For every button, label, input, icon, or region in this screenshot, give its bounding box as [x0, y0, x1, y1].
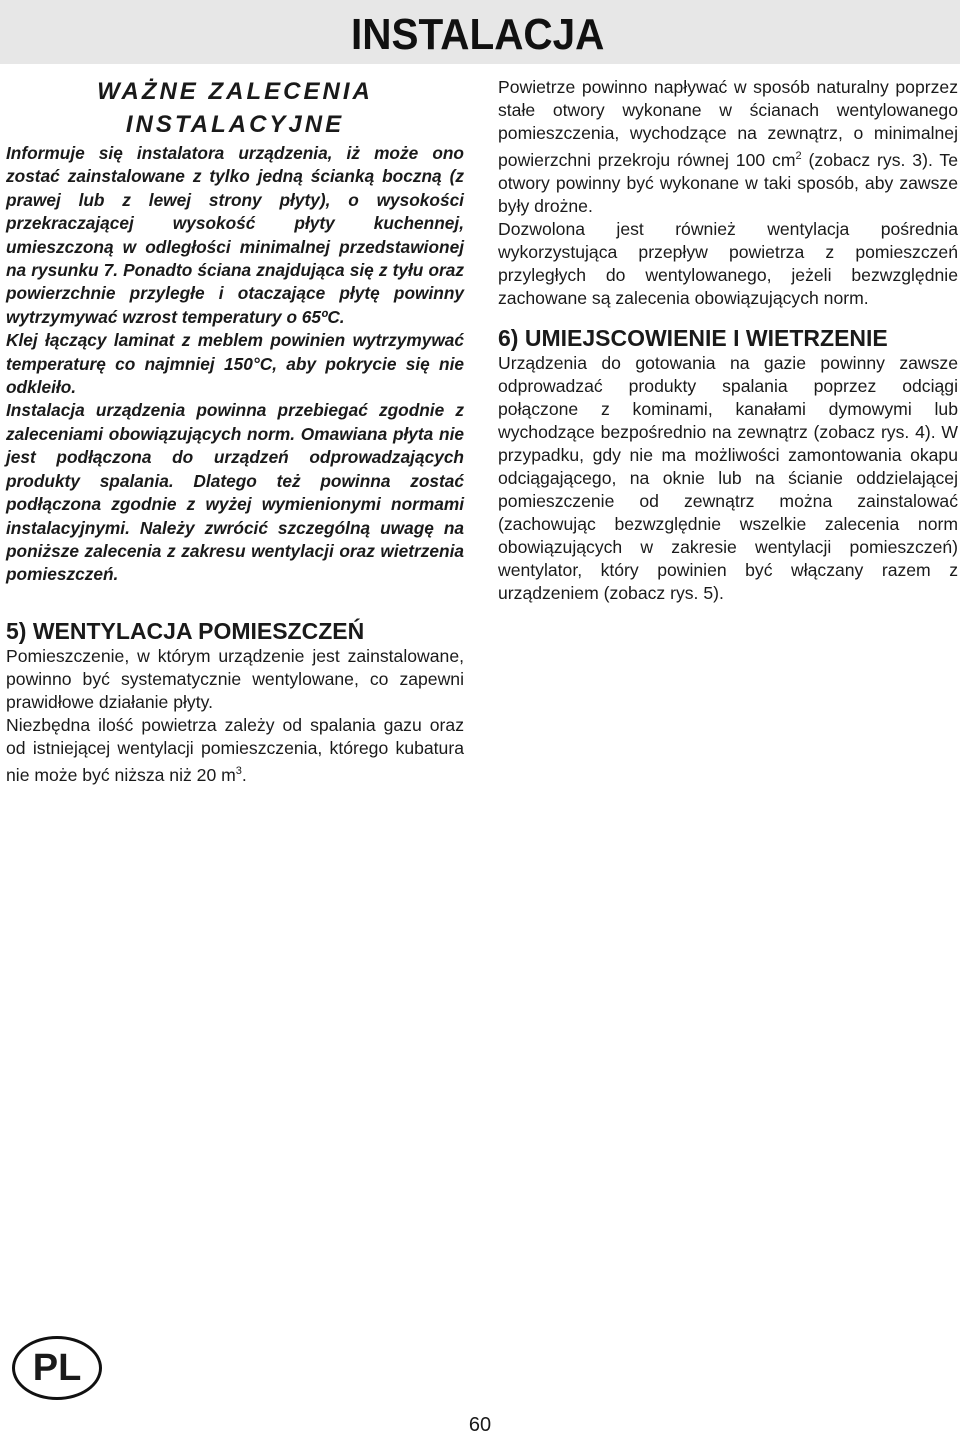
superscript: 2 — [795, 150, 802, 162]
warning-title-line2: INSTALACYJNE — [125, 111, 345, 138]
section-6-paragraph: Urządzenia do gotowania na gazie powinny zawsze odprowadzać produkty spalania poprzez odciągi połączone z kominami, kanałami dymowymi lub wychodzące bezpośrednio na zewnątrz (zobacz rys. 4). W przypadku, gdy nie ma możliwości zamontowania okapu odciągającego, na oknie lub na ścianie oddzielającej pomieszczenie od zewnątrz można zainstalować (zachowując bezwzględnie wszelkie zalecenia norm obowiązujących w zakresie wentylacji pomieszczeń) wentylator, który powinien być włączany razem z urządzeniem (zobacz rys. 5). — [498, 352, 958, 603]
section-5-paragraph — [6, 714, 464, 787]
warning-title-line1: WAŻNE ZALECENIA — [97, 78, 373, 105]
section-5-paragraph-end: . — [241, 764, 247, 785]
ventilation-paragraph-text: Powietrze powinno napływać w sposób naturalny poprzez stałe otwory wykonane w ścianach wentylowanego pomieszczenia, wychodzące na zewnątrz, o minimalnej powierzchni przekroju równej 100 cm — [498, 77, 958, 170]
ventilation-paragraph-text-end: (zobacz rys. 3). Te otwory powinny być wykonane w taki sposób, aby zawsze były drożne. — [498, 149, 958, 216]
page-title: INSTALACJA — [350, 10, 604, 59]
language-badge — [12, 1336, 102, 1400]
page-number: 60 — [468, 1414, 492, 1436]
section-5-heading: 5) WENTYLACJA POMIESZCZEŃ — [6, 617, 365, 644]
left-column — [6, 76, 464, 787]
ventilation-paragraph — [498, 76, 958, 218]
language-badge-label: PL — [32, 1346, 82, 1389]
warning-paragraph: Instalacja urządzenia powinna przebiegać zgodnie z zaleceniami obowiązujących norm. Omawiana płyta nie jest podłączona do urządzeń odprowadzających produkty spalania. Dlatego też powinna zostać podłączona zgodnie z wyżej wymienionymi normami instalacyjnymi. Należy zwrócić szczególną uwagę na poniższe zalecenia z zakresu wentylacji oraz wietrzenia pomieszczeń. — [6, 400, 464, 585]
warning-paragraph: Informuje się instalatora urządzenia, iż może ono zostać zainstalowane z tylko jedną ścianką boczną (z prawej lub z lewej strony płyty), o wysokości przekraczającej wysokość płyty kuchennej, umieszczoną w odległości minimalnej przedstawionej na rysunku 7. Ponadto ściana znajdująca się z tyłu oraz powierzchnie przyległe i otaczające płytę powinny wytrzymywać wzrost temperatury o 65ºC. — [6, 143, 464, 327]
indirect-ventilation-paragraph: Dozwolona jest również wentylacja pośrednia wykorzystująca przepływ powietrza z pomieszczeń przyległych do wentylowanego, jeżeli bezwzględnie zachowane są zalecenia obowiązujących norm. — [498, 218, 958, 308]
section-6-heading: 6) UMIEJSCOWIENIE I WIETRZENIE — [498, 324, 888, 351]
section-5-paragraph-text: Niezbędna ilość powietrza zależy od spalania gazu oraz od istniejącej wentylacji pomieszczenia, którego kubatura nie może być niższa niż 20 m — [6, 714, 464, 785]
section-5-paragraph: Pomieszczenie, w którym urządzenie jest zainstalowane, powinno być systematycznie wentylowane, co zapewni prawidłowe działanie płyty. — [6, 645, 464, 712]
warning-paragraph: Klej łączący laminat z meblem powinien wytrzymywać temperaturę co najmniej 150°C, aby pokrycie się nie odkleiło. — [6, 330, 464, 398]
right-column — [498, 76, 958, 605]
superscript: 3 — [235, 764, 242, 777]
